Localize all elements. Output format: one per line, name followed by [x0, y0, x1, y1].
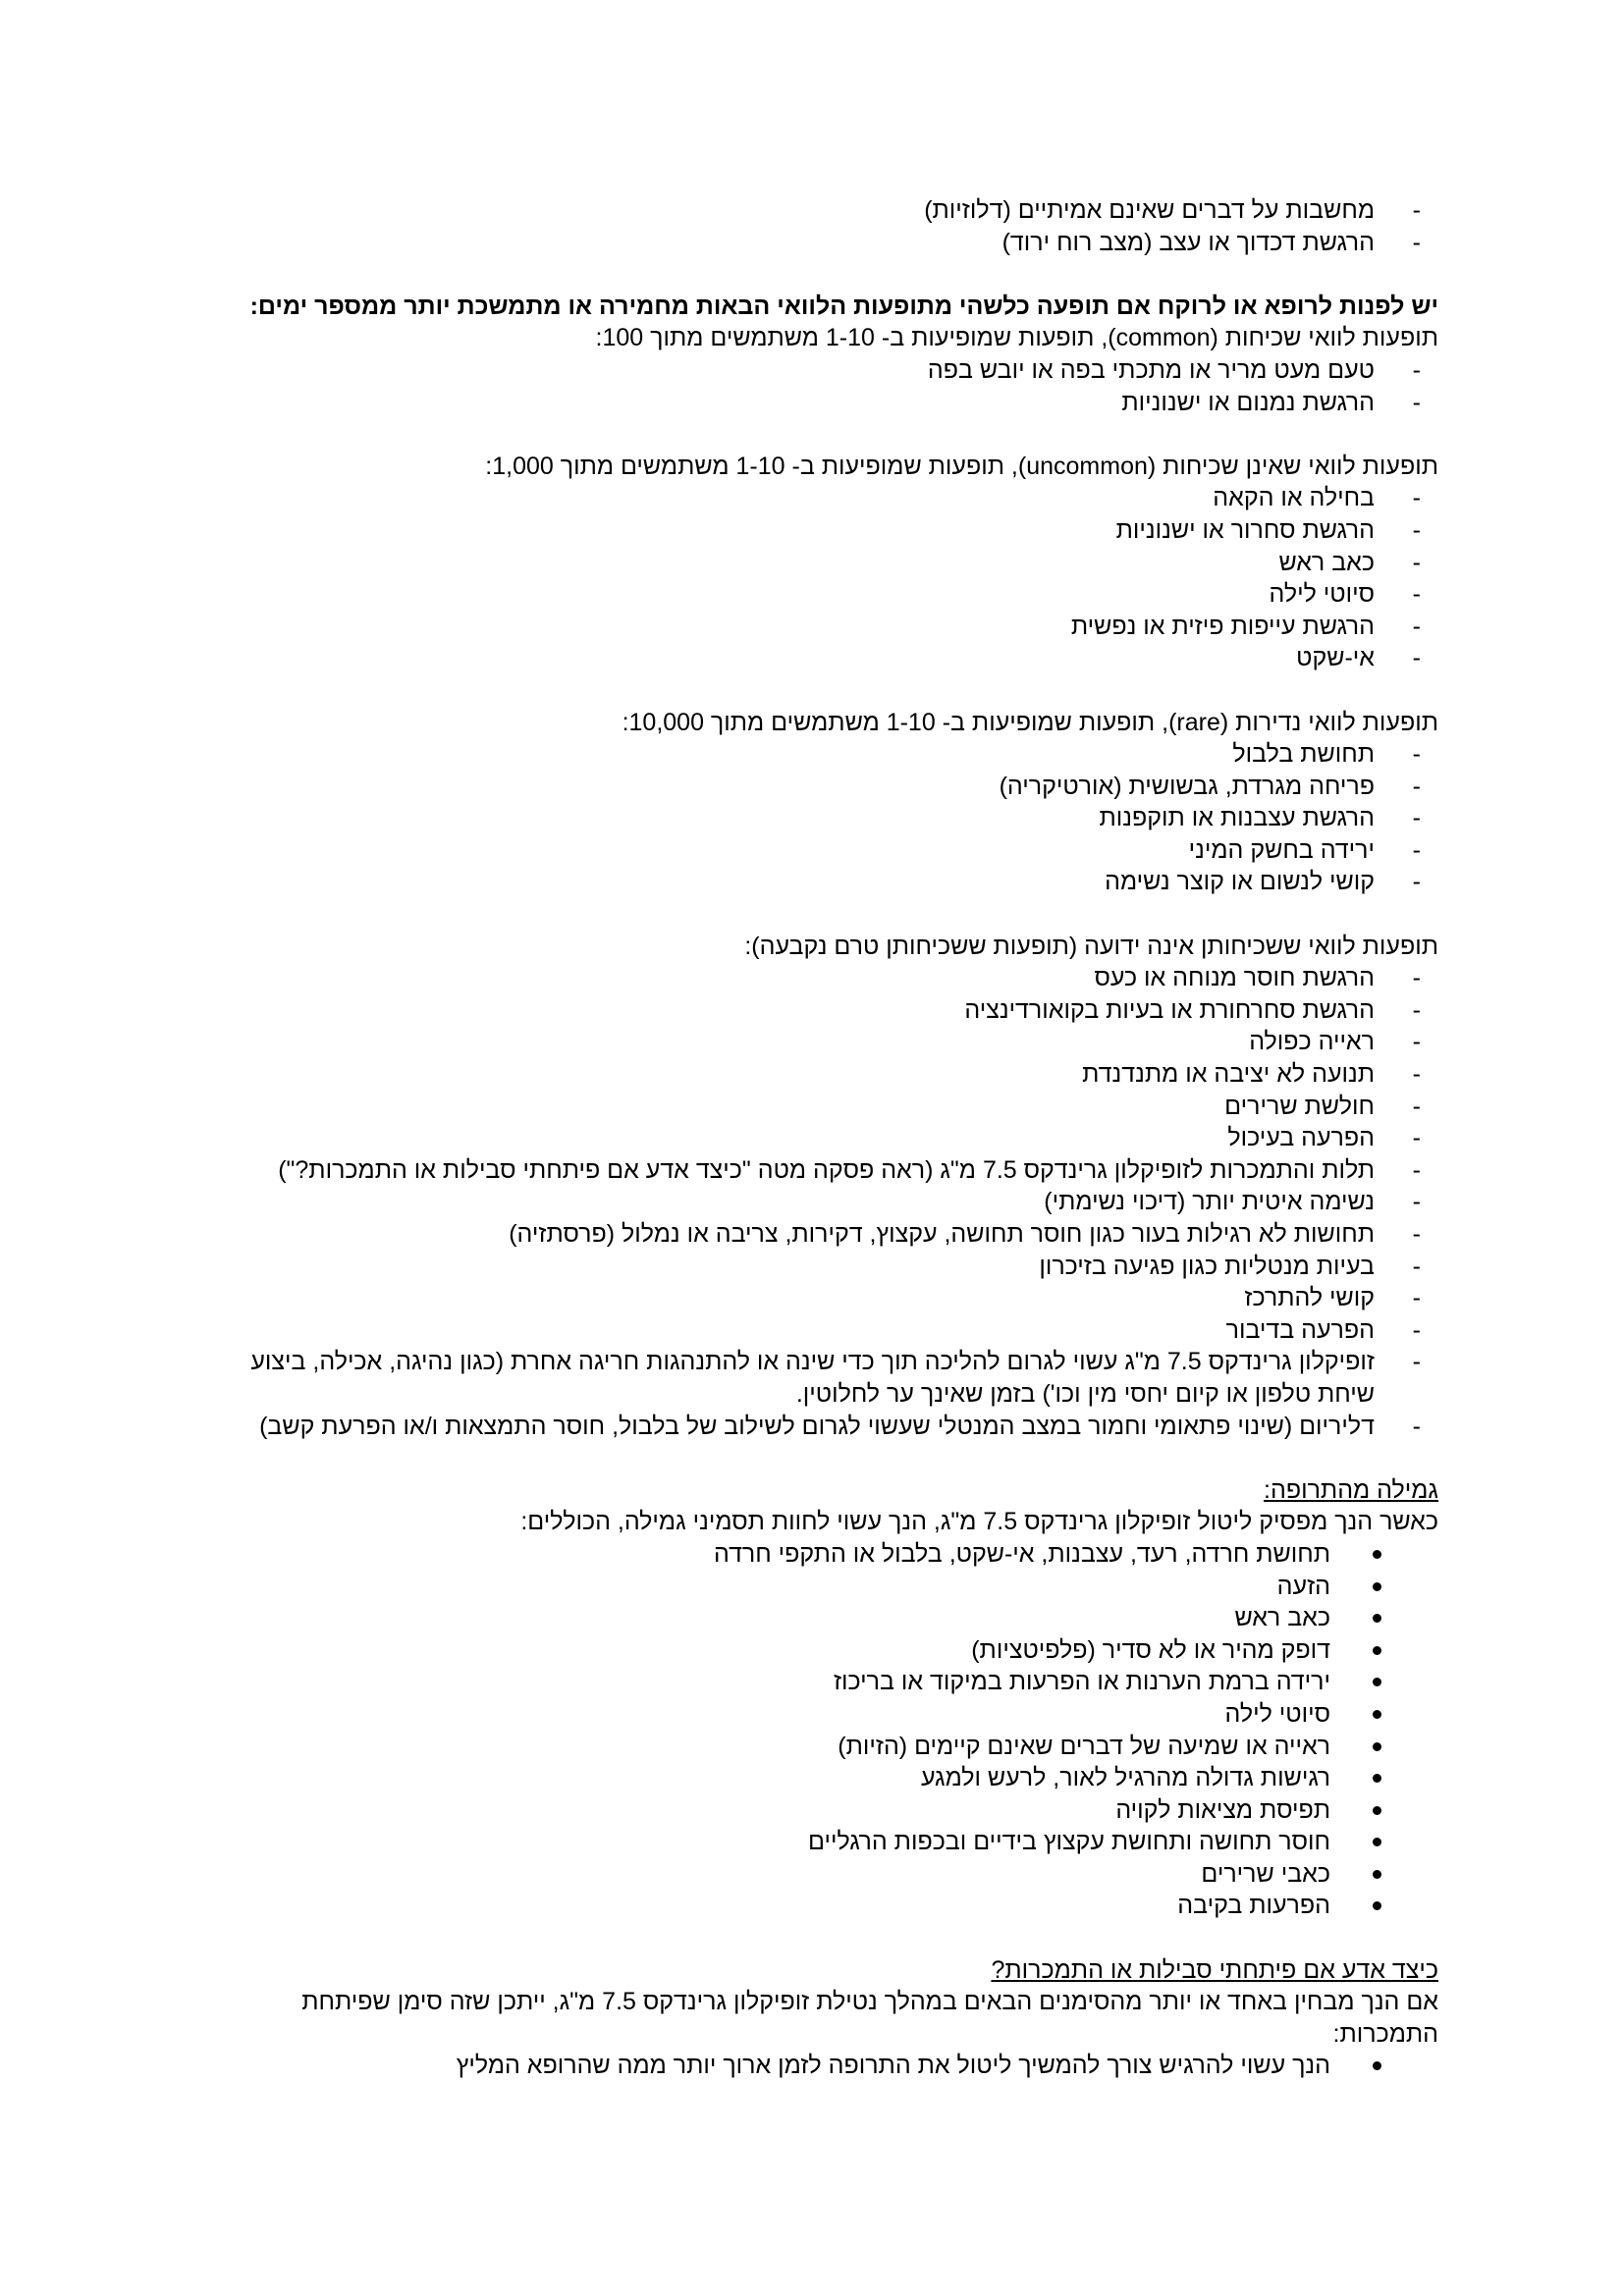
list-item: - פריחה מגרדת, גבשושית (אורטיקריה): [191, 771, 1438, 803]
list-item: - חולשת שרירים: [191, 1091, 1438, 1123]
list-item: - בחילה או הקאה: [191, 482, 1438, 514]
list-item: - קושי לנשום או קוצר נשימה: [191, 866, 1438, 898]
tolerance-intro: אם הנך מבחין באחד או יותר מהסימנים הבאים במהלך נטילת זופיקלון גרינדקס 7.5 מ"ג, ייתכן שזה סימן שפיתחת התמכרות:: [301, 1988, 1438, 2048]
list-item: - הרגשת נמנום או ישנוניות: [191, 387, 1438, 419]
intro-list: [191, 194, 1438, 258]
withdrawal-title: גמילה מהתרופה:: [1264, 1475, 1438, 1504]
list-item: חוסר תחושה ותחושת עקצוץ בידיים ובכפות הרגליים: [191, 1826, 1438, 1858]
tolerance-title: כיצד אדע אם פיתחתי סבילות או התמכרות?: [991, 1955, 1438, 1984]
list-item: - תלות והתמכרות לזופיקלון גרינדקס 7.5 מ"ג (ראה פסקה מטה "כיצד אדע אם פיתחתי סבילות או התמכרות?"): [191, 1154, 1438, 1187]
list-item: - הרגשת סחרחורת או בעיות בקואורדינציה: [191, 994, 1438, 1027]
list-item: - הרגשת עייפות פיזית או נפשית: [191, 611, 1438, 643]
list-item: - דליריום (שינוי פתאומי וחמור במצב המנטלי שעשוי לגרום לשילוב של בלבול, חוסר התמצאות ו/או הפרעת קשב): [191, 1411, 1438, 1443]
list-item: כאבי שרירים: [191, 1858, 1438, 1891]
list-item: תפיסת מציאות לקויה: [191, 1794, 1438, 1827]
list-item: כאב ראש: [191, 1602, 1438, 1634]
list-item: רגישות גדולה מהרגיל לאור, לרעש ולמגע: [191, 1762, 1438, 1794]
list-item: - קושי להתרכז: [191, 1282, 1438, 1314]
list-item: הנך עשוי להרגיש צורך להמשיך ליטול את התרופה לזמן ארוך יותר ממה שהרופא המליץ: [191, 2050, 1438, 2082]
list-item: הזעה: [191, 1571, 1438, 1603]
uncommon-heading: תופעות לוואי שאינן שכיחות (uncommon), תופעות שמופיעות ב- 1-10 משתמשים מתוך 1,000:: [485, 452, 1438, 480]
list-item: - זופיקלון גרינדקס 7.5 מ"ג עשוי לגרום להליכה תוך כדי שינה או להתנהגות חריגה אחרת (כגון נהיגה, אכילה, ביצוע שיחת טלפון או קיום יחסי מין וכו') בזמן שאינך ער לחלוטין.: [191, 1346, 1438, 1410]
list-item: - ירידה בחשק המיני: [191, 834, 1438, 867]
list-item: ראייה או שמיעה של דברים שאינם קיימים (הזיות): [191, 1731, 1438, 1763]
list-item: תחושת חרדה, רעד, עצבנות, אי-שקט, בלבול או התקפי חרדה: [191, 1538, 1438, 1571]
list-item: - תחושות לא רגילות בעור כגון חוסר תחושה, עקצוץ, דקירות, צריבה או נמלול (פרסתזיה): [191, 1218, 1438, 1251]
list-item: - הפרעה בדיבור: [191, 1314, 1438, 1347]
list-item: - הפרעה בעיכול: [191, 1122, 1438, 1154]
list-item: - מחשבות על דברים שאינם אמיתיים (דלוזיות): [191, 194, 1438, 227]
tolerance-list: [191, 2050, 1438, 2082]
unknown-list: [191, 962, 1438, 1442]
list-item: ירידה ברמת הערנות או הפרעות במיקוד או בריכוז: [191, 1666, 1438, 1698]
common-list: [191, 354, 1438, 418]
list-item: - תחושת בלבול: [191, 738, 1438, 771]
list-item: - הרגשת עצבנות או תוקפנות: [191, 802, 1438, 834]
list-item: הפרעות בקיבה: [191, 1890, 1438, 1922]
list-item: - הרגשת חוסר מנוחה או כעס: [191, 962, 1438, 994]
uncommon-list: [191, 482, 1438, 674]
list-item: - טעם מעט מריר או מתכתי בפה או יובש בפה: [191, 354, 1438, 387]
list-item: דופק מהיר או לא סדיר (פלפיטציות): [191, 1634, 1438, 1667]
unknown-heading: תופעות לוואי ששכיחותן אינה ידועה (תופעות ששכיחותן טרם נקבעה):: [744, 932, 1438, 960]
withdrawal-intro: כאשר הנך מפסיק ליטול זופיקלון גרינדקס 7.5 מ"ג, הנך עשוי לחוות תסמיני גמילה, הכוללים:: [520, 1508, 1438, 1536]
list-item: - נשימה איטית יותר (דיכוי נשימתי): [191, 1186, 1438, 1218]
list-item: - ראייה כפולה: [191, 1026, 1438, 1058]
warning-heading: יש לפנות לרופא או לרוקח אם תופעה כלשהי מתופעות הלוואי הבאות מחמירה או מתמשכת יותר ממספר ימים:: [249, 292, 1438, 320]
list-item: - אי-שקט: [191, 642, 1438, 674]
common-heading: תופעות לוואי שכיחות (common), תופעות שמופיעות ב- 1-10 משתמשים מתוך 100:: [595, 324, 1438, 352]
list-item: - סיוטי לילה: [191, 578, 1438, 611]
rare-list: [191, 738, 1438, 898]
withdrawal-list: [191, 1538, 1438, 1922]
list-item: - בעיות מנטליות כגון פגיעה בזיכרון: [191, 1251, 1438, 1283]
list-item: - תנועה לא יציבה או מתנדנדת: [191, 1058, 1438, 1091]
list-item: - כאב ראש: [191, 547, 1438, 579]
list-item: - הרגשת דכדוך או עצב (מצב רוח ירוד): [191, 227, 1438, 259]
rare-heading: תופעות לוואי נדירות (rare), תופעות שמופיעות ב- 1-10 משתמשים מתוך 10,000:: [622, 708, 1438, 736]
list-item: - הרגשת סחרור או ישנוניות: [191, 514, 1438, 547]
leaflet-page: [191, 194, 1438, 2082]
list-item: סיוטי לילה: [191, 1698, 1438, 1731]
